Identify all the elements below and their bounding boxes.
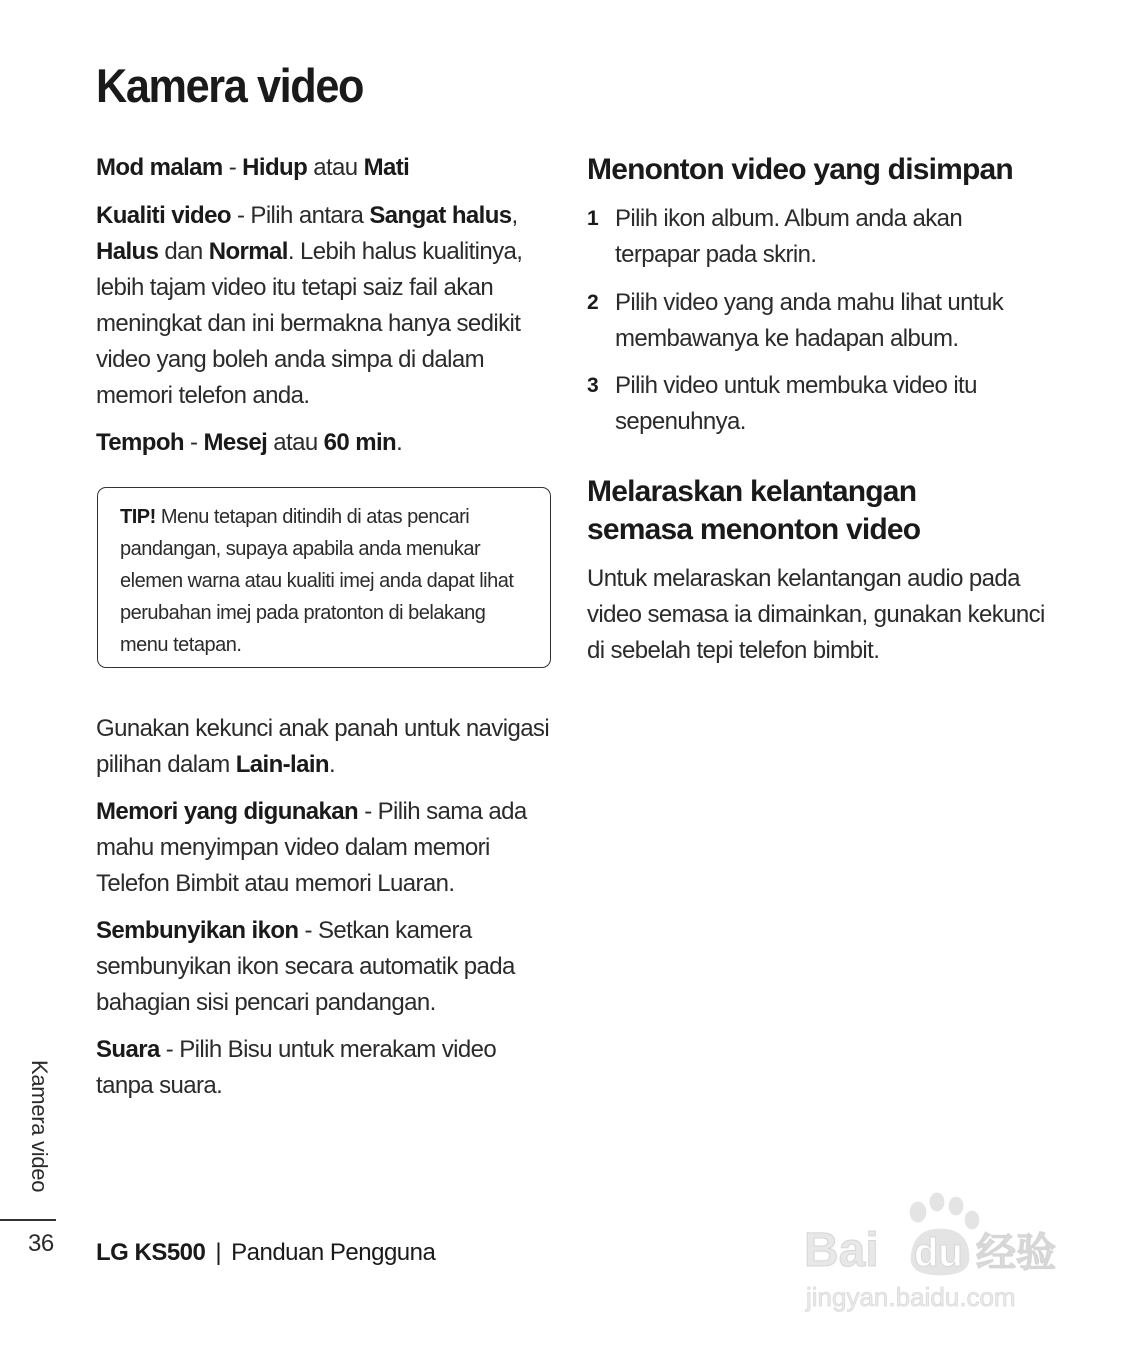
memory-text: - Pilih sama ada mahu menyimpan video dalam memori Telefon Bimbit atau memori Luaran. <box>96 798 527 897</box>
duration-option-60min: 60 min <box>323 429 397 456</box>
svg-text:jingyan.baidu.com: jingyan.baidu.com <box>806 1282 1016 1312</box>
hide-icons-setting <box>96 913 551 1021</box>
video-quality-setting <box>96 198 551 414</box>
sound-text: - Pilih Bisu untuk merakam video tanpa suara. <box>96 1036 497 1099</box>
quality-option-superfine: Sangat halus <box>369 202 512 229</box>
sound-label: Suara <box>96 1036 160 1063</box>
duration-sep: - <box>183 429 204 456</box>
night-mode-on: Hidup <box>242 154 308 181</box>
night-mode-or: atau <box>307 154 364 181</box>
side-divider <box>0 1219 56 1221</box>
night-mode-sep: - <box>222 154 243 181</box>
video-quality-label: Kualiti video <box>96 202 231 229</box>
step-text: Pilih video yang anda mahu lihat untuk membawanya ke hadapan album. <box>615 289 1004 352</box>
nav-instructions <box>96 711 551 783</box>
step-number: 3 <box>587 374 599 397</box>
step-text: Pilih video untuk membuka video itu sepenuhnya. <box>615 372 977 435</box>
page-title: Kamera video <box>96 59 364 112</box>
nav-others-label: Lain-lain <box>235 751 329 778</box>
video-quality-text-4: . Lebih halus kualitinya, lebih tajam video itu tetapi saiz fail akan meningkat dan ini bermakna hanya sedikit video yang boleh anda simpa di dalam memori telefon anda. <box>96 238 523 409</box>
svg-text:du: du <box>914 1231 963 1275</box>
tip-text: Menu tetapan ditindih di atas pencari pandangan, supaya apabila anda menukar elemen warna atau kualiti imej anda dapat lihat perubahan imej pada pratonton di belakang menu tetapan. <box>120 506 514 656</box>
volume-paragraph: Untuk melaraskan kelantangan audio pada video semasa ia dimainkan, gunakan kekunci di sebelah tepi telefon bimbit. <box>587 565 1045 664</box>
footer-guide: Panduan Pengguna <box>231 1239 436 1266</box>
quality-option-normal: Normal <box>208 238 288 265</box>
footer <box>96 1239 435 1267</box>
duration-setting <box>96 425 551 461</box>
page-number: 36 <box>28 1230 54 1257</box>
memory-label: Memori yang digunakan <box>96 798 359 825</box>
footer-separator: | <box>215 1239 222 1266</box>
hide-icons-label: Sembunyikan ikon <box>96 917 299 944</box>
svg-text:经验: 经验 <box>976 1231 1056 1275</box>
night-mode-setting <box>96 150 551 186</box>
step-number: 1 <box>587 207 599 230</box>
night-mode-label: Mod malam <box>96 154 223 181</box>
memory-setting <box>96 794 551 902</box>
svg-text:Bai: Bai <box>804 1224 879 1277</box>
video-quality-text-1: - Pilih antara <box>230 202 370 229</box>
baidu-watermark-logo <box>800 1188 1070 1318</box>
video-quality-text-3: dan <box>158 238 209 265</box>
hide-icons-text: - Setkan kamera sembunyikan ikon secara automatik pada bahagian sisi pencari pandangan. <box>96 917 515 1016</box>
nav-end: . <box>328 751 336 778</box>
heading-watch-saved-video: Menonton video yang disimpan <box>587 153 1013 186</box>
nav-text: Gunakan kekunci anak panah untuk navigasi pilihan dalam <box>96 715 550 778</box>
duration-or: atau <box>267 429 324 456</box>
side-section-label: Kamera video <box>27 1060 52 1193</box>
tip-box <box>97 487 551 668</box>
duration-option-message: Mesej <box>203 429 268 456</box>
right-column <box>587 150 1047 680</box>
duration-label: Tempoh <box>96 429 184 456</box>
step-number: 2 <box>587 291 599 314</box>
night-mode-off: Mati <box>363 154 410 181</box>
footer-model: LG KS500 <box>96 1239 206 1266</box>
video-quality-text-2: , <box>511 202 518 229</box>
step-text: Pilih ikon album. Album anda akan terpapar pada skrin. <box>615 205 963 268</box>
sound-setting <box>96 1032 551 1104</box>
tip-label: TIP! <box>120 506 156 528</box>
heading-adjust-volume: Melaraskan kelantangan semasa menonton video <box>587 475 921 546</box>
duration-end: . <box>396 429 403 456</box>
quality-option-fine: Halus <box>96 238 159 265</box>
